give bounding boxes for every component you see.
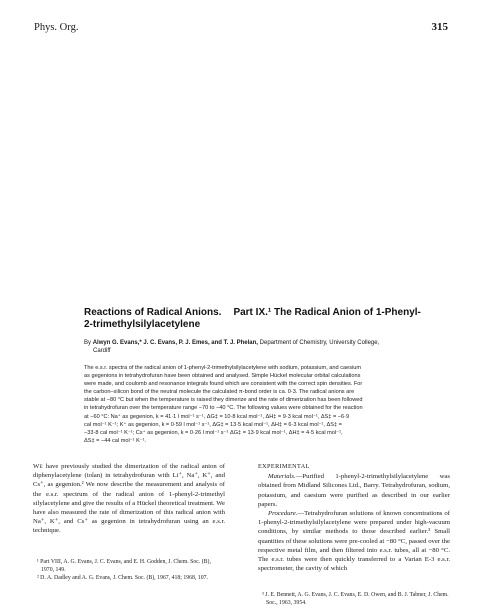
body-column-right — [258, 462, 450, 573]
affiliation: Department of Chemistry, University College, — [259, 340, 380, 346]
procedure-label: Procedure. — [268, 510, 298, 518]
author-byline — [84, 339, 454, 355]
title-line-2: 2-trimethylsilylacetylene — [84, 319, 201, 330]
abstract-line: at −60 °C: Na⁺ as gegenion, k = 41·1 l mol⁻¹ s⁻¹, ΔG‡ = 10·8 kcal mol⁻¹, ΔH‡ = 9·3 kcal mol⁻¹, ΔS‡ = −6·9 — [84, 413, 350, 420]
materials-label: Materials. — [268, 473, 296, 481]
affiliation-city: Cardiff — [93, 348, 111, 354]
materials-text: —Purified 1-phenyl-2-trimethylsilylacetylene was obtained from Midland Silicones Ltd., Barry. Tetrahydrofuran, sodium, potassium, and caesium were purified as described in our earlier papers. — [258, 473, 450, 508]
footnotes-right — [258, 592, 450, 608]
title-series: Reactions of Radical Anions. — [84, 307, 222, 318]
footnote: ³ J. E. Bennett, A. G. Evans, J. C. Evans, E. D. Owen, and B. J. Tabner, J. Chem. Soc., 1963, 3954. — [262, 592, 449, 606]
abstract-line: the carbon–silicon bond of the neutral molecule the calculated π-bond order is ca. 0·3. The radical anions are — [84, 389, 355, 396]
footnote: ¹ Part VIII, A. G. Evans, J. C. Evans, and E. H. Godden, J. Chem. Soc. (B), 1970, 149. — [37, 559, 211, 573]
abstract-line: as gegenions in tetrahydrofuran have been obtained and analysed. Simple Hückel molecular orbital calculations — [84, 373, 361, 380]
intro-text: have previously studied the dimerization of the radical anion of diphenylacetylene (tolan) in tetrahydrofuran with Li⁺, Na⁺, K⁺, and Cs⁺, as gegenion.² We now describe the measurement and analysis of the e.s.r. spectrum of the radical anion of 1-phenyl-2-trimethyl silylacetylene and give the results of a Hückel theoretical treatment. We have also measured the rate of dimerization of this radical anion with Na⁺, K⁺, and Cs⁺ as gegenion in tetrahydrofuran using an e.s.r. technique. — [33, 463, 225, 535]
abstract-line: in tetrahydrofuran over the temperature range −70 to −40 °C. The following values were obtained for the reaction — [84, 405, 363, 412]
abstract — [84, 364, 454, 445]
abstract-line: stable at −80 °C but when the temperature is raised they dimerize and the rate of dimerization has been followed — [84, 397, 363, 404]
abstract-line: were made, and coulomb and resonance integrals found which are consistent with the correct spin densities. For — [84, 381, 363, 388]
abstract-line: −33·8 cal mol⁻¹ K⁻¹; Cs⁺ as gegenion, k = 0·26 l mol⁻¹ s⁻¹ ΔG‡ = 13·9 kcal mol⁻¹, ΔH‡ = 4·5 kcal mol⁻¹, — [84, 429, 343, 436]
procedure-text: —Tetrahydrofuran solutions of known concentrations of 1-phenyl-2-trimethylsilylacetylene were prepared under high-vacuum conditions, by similar methods to those described earlier.³ Small quantities of these solutions were pre-cooled at −80 °C, passed over the respective metal film, and then filtered into e.s.r. tubes, all at −80 °C. The e.s.r. tubes were then quickly transferred to a Varian E-3 e.s.r. spectrometer, the cavity of which — [258, 510, 450, 573]
abstract-line: The e.s.r. spectra of the radical anion of 1-phenyl-2-trimethylsilylacetylene with sodium, potassium, and caesium — [84, 365, 362, 371]
author-names: Alwyn G. Evans,* J. C. Evans, P. J. Emes, and T. J. Phelan, — [92, 340, 258, 346]
section-heading-experimental: EXPERIMENTAL — [258, 463, 310, 470]
abstract-line: ΔS‡ = −44 cal mol⁻¹ K⁻¹. — [84, 437, 147, 444]
intro-paragraph — [33, 462, 225, 536]
footnote: ² D. A. Dadley and A. G. Evans, J. Chem. Soc. (B), 1967, 418; 1968, 107. — [37, 575, 208, 582]
journal-section-header: Phys. Org. — [34, 22, 79, 33]
body-column-left — [33, 462, 225, 536]
page-number: 315 — [431, 21, 448, 33]
procedure-paragraph — [258, 509, 450, 573]
abstract-line: cal mol⁻¹ K⁻¹; K⁺ as gegenion, k = 0·59 l mol⁻¹ s⁻¹, ΔG‡ = 13·5 kcal mol⁻¹, ΔH‡ = 6·3 kcal mol⁻¹, ΔS‡ = — [84, 421, 342, 428]
opening-word: We — [33, 463, 43, 470]
title-part: Part IX.¹ The Radical Anion of 1-Phenyl- — [233, 307, 421, 318]
byline-prefix: By — [84, 340, 92, 346]
footnotes-left — [33, 559, 225, 584]
article-title — [84, 307, 454, 331]
materials-paragraph — [258, 472, 450, 509]
